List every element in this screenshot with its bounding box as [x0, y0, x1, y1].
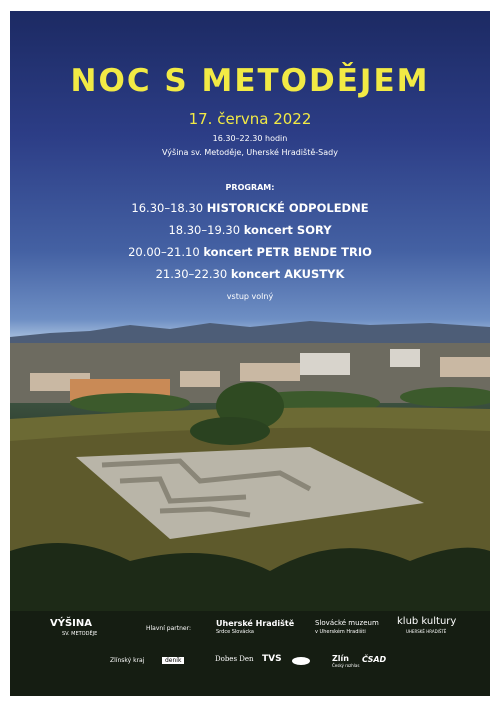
venue: Výšina sv. Metoděje, Uherské Hradiště-Sady: [162, 148, 338, 157]
program-name: koncert SORY: [243, 223, 332, 237]
zlin-logo-sub: Český rozhlas: [332, 663, 360, 668]
program-name: koncert AKUSTYK: [230, 267, 345, 281]
program-item: [10, 267, 490, 281]
program-item: [10, 201, 490, 215]
main-partner-label: Hlavní partner:: [146, 625, 191, 632]
program-item: [10, 245, 490, 259]
poster-title: NOC S METODĚJEM: [70, 63, 430, 99]
poster: [10, 11, 490, 696]
uh-logo: Uherské Hradiště: [216, 619, 295, 628]
dobes-den-logo: Dobes Den: [215, 655, 254, 663]
vysina-logo: VÝŠINA: [50, 618, 93, 629]
museum-logo: Slovácké muzeum: [315, 619, 379, 627]
radio-logo: [292, 657, 310, 665]
tvs-logo: TVS: [262, 654, 282, 664]
program-name: HISTORICKÉ ODPOLEDNE: [206, 201, 369, 215]
program-name: koncert PETR BENDE TRIO: [203, 245, 372, 259]
time-range: 16.30–22.30 hodin: [212, 134, 288, 143]
entry-note: vstup volný: [226, 292, 274, 301]
zlinsky-kraj-logo: Zlínský kraj: [110, 657, 145, 664]
klub-logo-sub: UHERSKÉ HRADIŠTĚ: [406, 629, 447, 634]
uh-logo-sub: Srdce Slovácka: [216, 629, 254, 635]
program-item: [10, 223, 490, 237]
program-time: 20.00–21.10: [128, 245, 200, 259]
program-time: 16.30–18.30: [131, 201, 204, 215]
csad-logo: ČSAD: [362, 655, 387, 664]
museum-logo-sub: v Uherském Hradišti: [315, 629, 366, 635]
event-date: 17. června 2022: [188, 110, 312, 128]
zlin-logo: Zlín: [332, 654, 349, 663]
program-time: 21.30–22.30: [155, 267, 228, 281]
program-heading: PROGRAM:: [225, 183, 275, 192]
program-time: 18.30–19.30: [168, 223, 241, 237]
vysina-logo-sub: SV. METODĚJE: [62, 631, 98, 637]
klub-logo: klub kultury: [397, 616, 457, 627]
denik-logo: deník: [162, 657, 184, 664]
